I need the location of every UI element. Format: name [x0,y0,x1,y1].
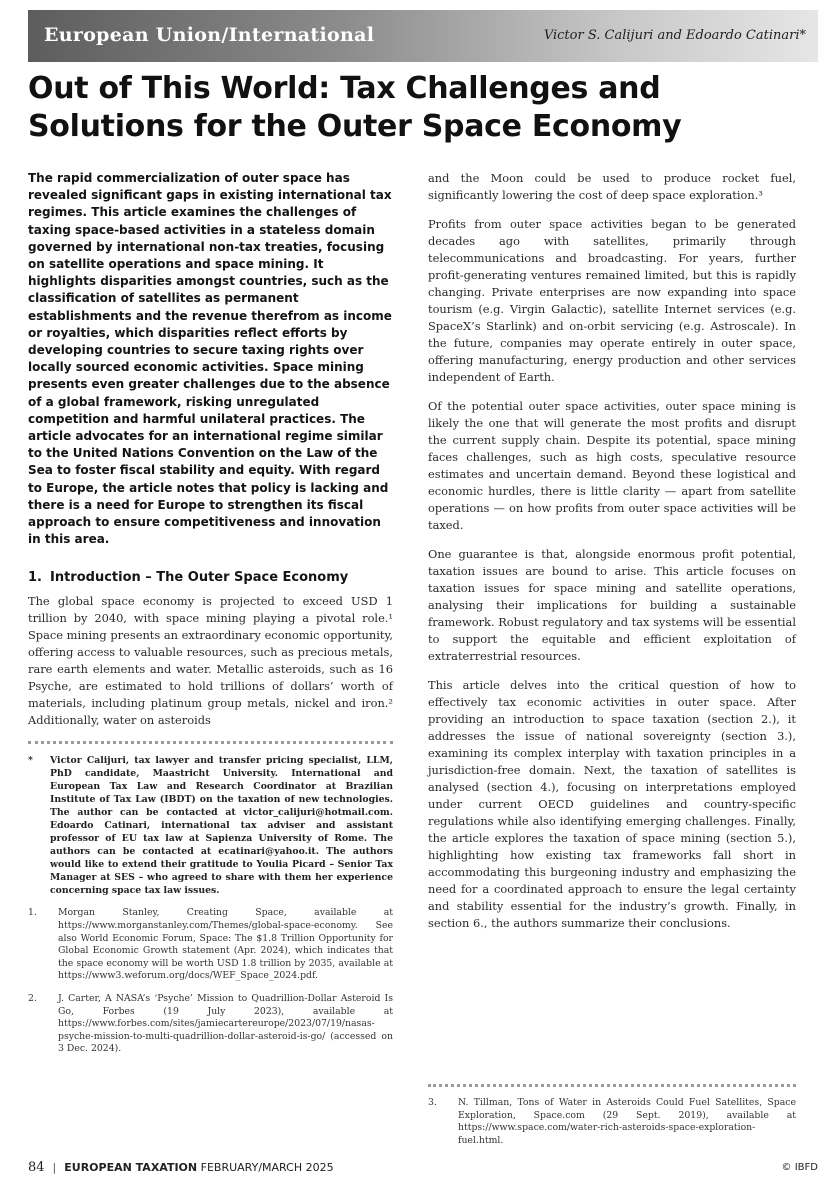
section-number: 1. [28,570,42,586]
journal-issue: FEBRUARY/MARCH 2025 [200,1161,334,1174]
footnote-mark: * [28,755,33,767]
author-footnote [28,754,393,897]
page-footer [28,1160,818,1178]
section-label: European Union/International [44,24,375,46]
footnote-3 [428,1097,796,1147]
footnote-divider [428,1084,796,1087]
author-footnote-text: Victor Calijuri, tax lawyer and transfer pricing specialist, LLM, PhD candidate, Maastricht University. International and European Tax Law and Research Coordinator at Brazilian Institute of Tax Law (IBDT) on the taxation of new technologies. The author can be contacted at victor_calijuri@hotmail.com. Edoardo Catinari, international tax adviser and assistant professor of EU tax law at Sapienza University of Rome. The authors can be contacted at ecatinari@yahoo.it. The authors would like to extend their gratitude to Youlia Picard – Senior Tax Manager at SES – who agreed to share with them her experience concerning space tax law issues. [50,755,393,897]
abstract: The rapid commercialization of outer space has revealed significant gaps in existing international tax regimes. This article examines the challenges of taxing space-based activities in a stateless domain governed by international non-tax treaties, focusing on satellite operations and space mining. It highlights disparities amongst countries, such as the classification of satellites as permanent establishments and the revenue therefrom as income or royalties, which disparities reflect efforts by developing countries to secure taxing rights over locally sourced economic activities. Space mining presents even greater challenges due to the absence of a global framework, risking unregulated competition and harmful unilateral practices. The article advocates for an international regime similar to the United Nations Convention on the Law of the Sea to foster fiscal stability and equity. With regard to Europe, the article notes that policy is lacking and there is a need for Europe to strengthen its fiscal approach to ensure competitiveness and innovation in this area. [28,171,392,547]
footnote-mark: 3. [428,1097,437,1108]
title-line-2: Solutions for the Outer Space Economy [28,109,682,144]
footnote-mark: 1. [28,907,37,919]
left-column [28,170,393,1056]
intro-body [28,593,393,729]
section-banner [28,10,818,62]
footnote-text: N. Tillman, Tons of Water in Asteroids Could Fuel Satellites, Space Exploration, Space.com (29 Sept. 2019), available at https://www.space.com/water-rich-asteroids-space-exploration-fuel.html. [458,1097,796,1146]
footnote-mark: 2. [28,993,37,1005]
footnote-2 [28,993,393,1056]
footnote-text: J. Carter, A NASA’s ‘Psyche’ Mission to Quadrillion-Dollar Asteroid Is Go, Forbes (19 July 2023), available at https://www.forbes.com/sites/jamiecartereurope/2023/07/19/nasas-psyche-mission-to-multi-quadrillion-dollar-asteroid-is-go/ (accessed on 3 Dec. 2024). [58,993,393,1055]
section-title: Introduction – The Outer Space Economy [49,570,349,586]
title-line-1: Out of This World: Tax Challenges and [28,71,661,106]
body-paragraph: This article delves into the critical question of how to effectively tax economic activities in outer space. After providing an introduction to space taxation (section 2.), it addresses the issue of national sovereignty (section 3.), examining its complex interplay with taxation principles in a jurisdiction-free domain. Next, the taxation of satellites is analysed (section 4.), focusing on interpretations employed under current OECD guidelines and country-specific regulations while also identifying emerging challenges. Finally, the article explores the taxation of space mining (section 5.), highlighting how existing tax frameworks fall short in accommodating this burgeoning industry and emphasizing the need for a coordinated approach to ensure the legal certainty and stability essential for the industry’s growth. Finally, in section 6., the authors summarize their conclusions. [428,678,796,930]
body-paragraph: Of the potential outer space activities, outer space mining is likely the one that will generate the most profits and disrupt the current supply chain. Despite its potential, space mining faces challenges, such as high costs, speculative resource estimates and uncertain demand. Beyond these logistical and economic hurdles, there is little clarity — apart from satellite operations — on how profits from outer space activities will be taxed. [428,399,796,532]
author-byline: Victor S. Calijuri and Edoardo Catinari* [543,28,806,43]
right-footnotes [428,1072,796,1147]
body-paragraph: Profits from outer space activities began to be generated decades ago with satellites, primarily through telecommunications and broadcasting. For years, further profit-generating ventures remained limited, but this is rapidly changing. Private enterprises are now expanding into space tourism (e.g. Virgin Galactic), satellite Internet services (e.g. SpaceX’s Starlink) and on-orbit servicing (e.g. Astroscale). In the future, companies may operate entirely in outer space, offering manufacturing, energy production and other services independent of Earth. [428,217,796,384]
body-paragraph: One guarantee is that, alongside enormous profit potential, taxation issues are bound to arise. This article focuses on taxation issues for space mining and satellite operations, analysing their implications for building a sustainable framework. Robust regulatory and tax systems will be essential to support the equitable and efficient exploitation of extraterrestrial resources. [428,547,796,663]
intro-paragraph: The global space economy is projected to exceed USD 1 trillion by 2040, with space mining playing a pivotal role.¹ Space mining presents an extraordinary economic opportunity, offering access to valuable resources, such as precious metals, rare earth elements and water. Metallic asteroids, such as 16 Psyche, are estimated to hold trillions of dollars’ worth of materials, including platinum group metals, nickel and iron.² Additionally, water on asteroids [28,594,393,728]
footnote-divider [28,741,393,744]
copyright: © IBFD [781,1162,818,1173]
page-number: 84 [28,1160,45,1175]
body-paragraph: and the Moon could be used to produce rocket fuel, significantly lowering the cost of deep space exploration.³ [428,171,796,202]
right-column [428,170,796,932]
footnote-1 [28,907,393,983]
right-body [428,170,796,932]
article-title [28,70,818,146]
journal-name: EUROPEAN TAXATION [64,1161,198,1174]
footnote-text: Morgan Stanley, Creating Space, available at https://www.morganstanley.com/Themes/global-space-economy. See also World Economic Forum, Space: The $1.8 Trillion Opportunity for Global Economic Growth statement (Apr. 2024), which indicates that the space economy will be worth USD 1.8 trillion by 2035, available at https://www3.weforum.org/docs/WEF_Space_2024.pdf. [58,907,393,982]
footer-separator: | [52,1161,57,1174]
section-heading [28,570,393,585]
